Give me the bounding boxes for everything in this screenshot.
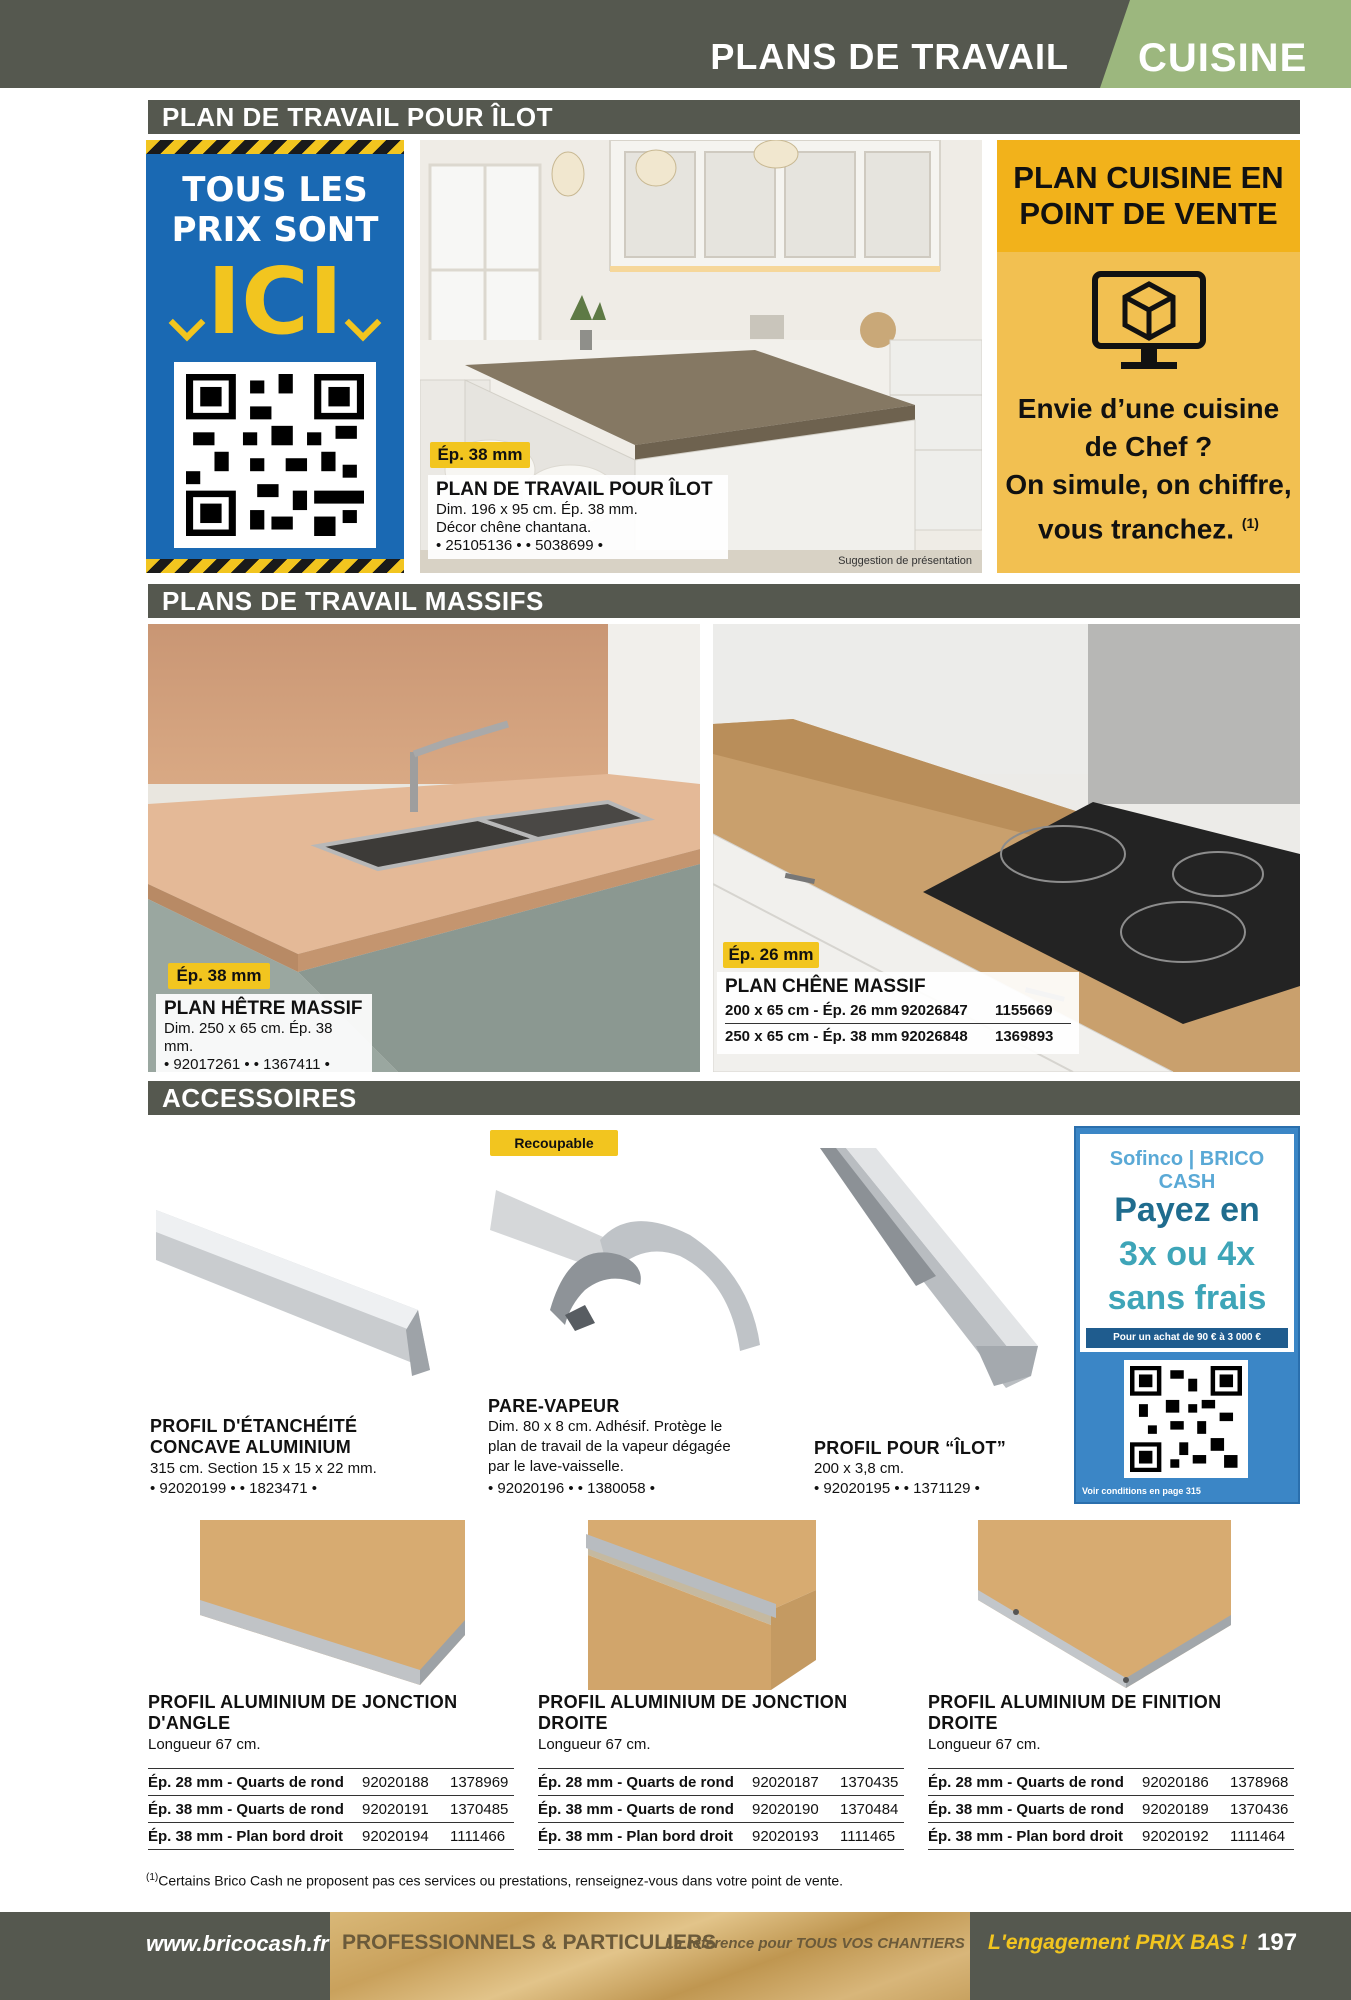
island-profile-image: [816, 1146, 1046, 1396]
straight-joint-image: [586, 1520, 826, 1690]
table-row: Ép. 38 mm - Plan bord droit 92020194 1111466: [148, 1823, 514, 1850]
concave-profile-image: [148, 1190, 438, 1390]
sofinco-qr-code[interactable]: [1124, 1360, 1248, 1478]
table-row: Ép. 28 mm - Quarts de rond 92020186 1378968: [928, 1769, 1294, 1796]
footer-tagline: PROFESSIONNELS & PARTICULIERS: [342, 1931, 717, 1954]
product-refs: • 92020199 • • 1823471 •: [150, 1480, 317, 1497]
footnote: $^{(1)}$Certains Brico Cash ne proposent pas ces services ou prestations, renseignez-vous dans votre point de vente.: [146, 1872, 844, 1889]
recoupable-badge: Recoupable: [490, 1130, 618, 1156]
product-caption: [156, 994, 372, 1072]
product-length: Longueur 67 cm.: [538, 1736, 651, 1753]
table-row: Ép. 28 mm - Quarts de rond 92020187 1370435: [538, 1769, 904, 1796]
spec-row: 250 x 65 cm - Ép. 38 mm 92026848 1369893: [725, 1028, 1054, 1045]
computer-3d-cube-icon: [1091, 270, 1207, 375]
thickness-badge: Ép. 26 mm: [723, 942, 819, 968]
beech-worktop-photo: [148, 624, 700, 1072]
footer-slogan: La référence pour TOUS VOS CHANTIERS: [665, 1935, 965, 1952]
product-refs: • 25105136 • • 5038699 •: [436, 537, 603, 554]
product-title: PLAN HÊTRE MASSIF: [164, 998, 363, 1019]
band-massifs: PLANS DE TRAVAIL MASSIFS: [148, 584, 1300, 618]
product-dims: Dim. 250 x 65 cm. Ép. 38 mm.: [164, 1020, 333, 1055]
product-title: PROFIL ALUMINIUM DE FINITION DROITE: [928, 1692, 1222, 1733]
band-ilot: PLAN DE TRAVAIL POUR ÎLOT: [148, 100, 1300, 134]
qr-promo-ici: ICI: [207, 248, 343, 355]
finishing-profile-image: [976, 1520, 1236, 1688]
band-accessoires: ACCESSOIRES: [148, 1081, 1300, 1115]
product-caption: [428, 475, 728, 559]
page-number: 197: [1257, 1929, 1298, 1956]
product-title: PLAN DE TRAVAIL POUR ÎLOT: [436, 479, 713, 500]
product-dims: 315 cm. Section 15 x 15 x 22 mm.: [150, 1460, 377, 1477]
vapour-barrier-image: [490, 1180, 780, 1370]
category-title: CUISINE: [1138, 36, 1308, 80]
product-desc: plan de travail de la vapeur dégagée: [488, 1438, 731, 1455]
thickness-badge: Ép. 38 mm: [168, 963, 270, 989]
table-row: Ép. 38 mm - Plan bord droit 92020192 1111464: [928, 1823, 1294, 1850]
qr-code-icon: [186, 374, 364, 536]
sofinco-promo: [1074, 1126, 1300, 1504]
hazard-stripe: [146, 559, 404, 573]
product-dims: Dim. 196 x 95 cm. Ép. 38 mm.: [436, 501, 638, 518]
qr-promo: [146, 140, 404, 573]
table-row: Ép. 38 mm - Quarts de rond 92020189 1370436: [928, 1796, 1294, 1823]
product-desc: Dim. 80 x 8 cm. Adhésif. Protège le: [488, 1418, 723, 1435]
product-dims: 200 x 3,8 cm.: [814, 1460, 905, 1477]
reference-table: [538, 1768, 904, 1850]
sofinco-note: Voir conditions en page 315: [1082, 1486, 1201, 1496]
hazard-stripe: [146, 140, 404, 154]
product-caption: [717, 972, 1079, 1054]
product-refs: • 92017261 • • 1367411 •: [164, 1056, 330, 1072]
product-refs: • 92020196 • • 1380058 •: [488, 1480, 655, 1497]
product-desc: par le lave-vaisselle.: [488, 1458, 624, 1475]
footer-osb-texture: [330, 1912, 970, 2000]
product-title: PLAN CHÊNE MASSIF: [725, 976, 926, 997]
product-title: PROFIL ALUMINIUM DE JONCTION DROITE: [538, 1692, 848, 1733]
qr-code-icon: [1130, 1366, 1242, 1472]
spec-row: 200 x 65 cm - Ép. 26 mm 92026847 1155669: [725, 998, 1071, 1024]
sofinco-panel: [1080, 1134, 1294, 1352]
product-refs: • 92020195 • • 1371129 •: [814, 1480, 980, 1497]
product-title: PARE-VAPEUR: [488, 1396, 620, 1416]
sofinco-offer: Payez en 3x ou 4x sans frais: [1107, 1191, 1267, 1317]
reference-table: [928, 1768, 1294, 1850]
photo-note: Suggestion de présentation: [838, 555, 972, 567]
section-title: PLANS DE TRAVAIL: [710, 36, 1069, 77]
product-length: Longueur 67 cm.: [148, 1736, 261, 1753]
thickness-badge: Ép. 38 mm: [430, 442, 530, 468]
footnote-mark: (1): [1241, 515, 1259, 531]
product-title: PROFIL ALUMINIUM DE JONCTION D'ANGLE: [148, 1692, 458, 1733]
table-row: Ép. 38 mm - Quarts de rond 92020191 1370485: [148, 1796, 514, 1823]
oak-worktop-photo: [713, 624, 1300, 1072]
table-row: Ép. 38 mm - Quarts de rond 92020190 1370484: [538, 1796, 904, 1823]
qr-promo-text: TOUS LES PRIX SONT: [171, 170, 379, 250]
product-decor: Décor chêne chantana.: [436, 519, 592, 536]
footer-engagement: L'engagement PRIX BAS !: [988, 1931, 1248, 1954]
kitchen-island-photo: [420, 140, 982, 573]
plan-cuisine-promo: [997, 140, 1300, 573]
plan-cuisine-title: PLAN CUISINE EN POINT DE VENTE: [1013, 160, 1284, 231]
table-row: Ép. 28 mm - Quarts de rond 92020188 1378969: [148, 1769, 514, 1796]
product-title: PROFIL D'ÉTANCHÉITÉ CONCAVE ALUMINIUM: [150, 1416, 358, 1457]
sofinco-logo: Sofinco | BRICO CASH: [1109, 1148, 1265, 1193]
corner-joint-image: [190, 1520, 470, 1685]
plan-cuisine-text: Envie d’une cuisine de Chef ? On simule, on chiffre, vous tranchez. $^{(1)}$: [1005, 393, 1292, 545]
reference-table: [148, 1768, 514, 1850]
website-link[interactable]: www.bricocash.fr: [146, 1931, 329, 1956]
product-title: PROFIL POUR “ÎLOT”: [814, 1438, 1007, 1458]
qr-code[interactable]: [174, 362, 376, 548]
sofinco-conditions: Pour un achat de 90 € à 3 000 €: [1086, 1328, 1288, 1348]
product-length: Longueur 67 cm.: [928, 1736, 1041, 1753]
table-row: Ép. 38 mm - Plan bord droit 92020193 1111465: [538, 1823, 904, 1850]
